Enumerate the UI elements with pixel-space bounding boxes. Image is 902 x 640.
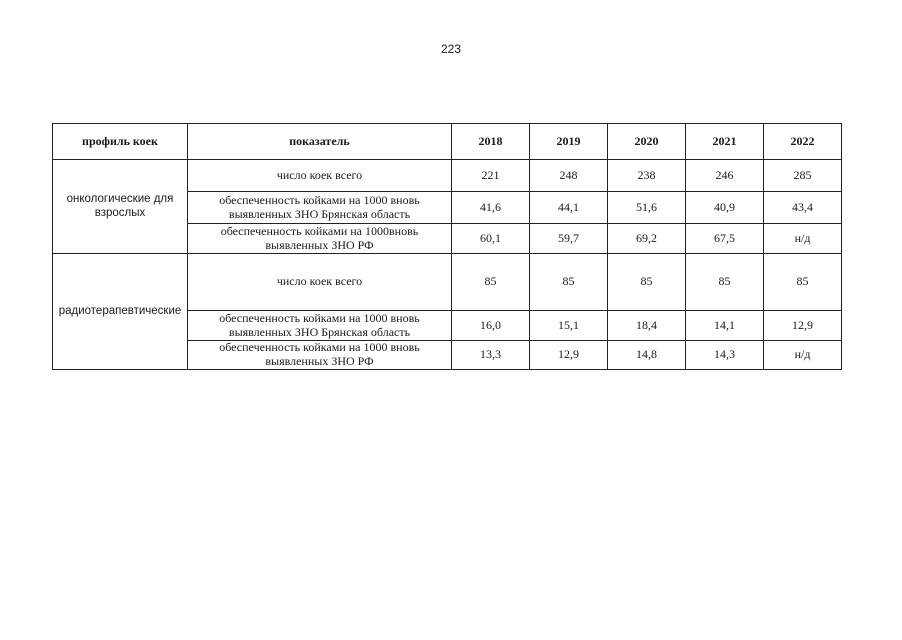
value-cell: 40,9: [686, 192, 764, 224]
header-year: 2020: [608, 124, 686, 160]
value-cell: 12,9: [764, 311, 842, 341]
header-row: [53, 124, 842, 160]
profile-cell-oncology: онкологические для взрослых: [53, 160, 188, 254]
value-cell: 85: [686, 254, 764, 311]
value-cell: 67,5: [686, 224, 764, 254]
value-cell: 221: [452, 160, 530, 192]
value-cell: 60,1: [452, 224, 530, 254]
indicator-cell: обеспеченность койками на 1000 вновь выявленных ЗНО РФ: [188, 341, 452, 370]
value-cell: 14,3: [686, 341, 764, 370]
value-cell: 18,4: [608, 311, 686, 341]
value-cell: 238: [608, 160, 686, 192]
indicator-cell: обеспеченность койками на 1000вновь выявленных ЗНО РФ: [188, 224, 452, 254]
header-year: 2019: [530, 124, 608, 160]
value-cell: 15,1: [530, 311, 608, 341]
table-row: [53, 254, 842, 311]
value-cell: 59,7: [530, 224, 608, 254]
header-year: 2018: [452, 124, 530, 160]
value-cell: 85: [530, 254, 608, 311]
value-cell: 14,8: [608, 341, 686, 370]
value-cell: 12,9: [530, 341, 608, 370]
header-indicator: показатель: [188, 124, 452, 160]
header-profile: профиль коек: [53, 124, 188, 160]
profile-cell-radiotherapy: радиотерапевтические: [53, 254, 188, 370]
value-cell: 85: [764, 254, 842, 311]
value-cell: 246: [686, 160, 764, 192]
value-cell: 285: [764, 160, 842, 192]
value-cell: 41,6: [452, 192, 530, 224]
value-cell: 85: [452, 254, 530, 311]
table-row: [53, 160, 842, 192]
indicator-cell: обеспеченность койками на 1000 вновь выявленных ЗНО Брянская область: [188, 311, 452, 341]
indicator-cell: число коек всего: [188, 160, 452, 192]
value-cell: 248: [530, 160, 608, 192]
header-year: 2021: [686, 124, 764, 160]
indicator-cell: число коек всего: [188, 254, 452, 311]
value-cell: 16,0: [452, 311, 530, 341]
value-cell: 13,3: [452, 341, 530, 370]
value-cell: 43,4: [764, 192, 842, 224]
value-cell: 44,1: [530, 192, 608, 224]
value-cell: 69,2: [608, 224, 686, 254]
bed-capacity-table: [52, 123, 842, 370]
value-cell: 14,1: [686, 311, 764, 341]
value-cell: 85: [608, 254, 686, 311]
value-cell: н/д: [764, 341, 842, 370]
indicator-cell: обеспеченность койками на 1000 вновь выявленных ЗНО Брянская область: [188, 192, 452, 224]
value-cell: н/д: [764, 224, 842, 254]
header-year: 2022: [764, 124, 842, 160]
value-cell: 51,6: [608, 192, 686, 224]
page-number: 223: [440, 42, 462, 56]
